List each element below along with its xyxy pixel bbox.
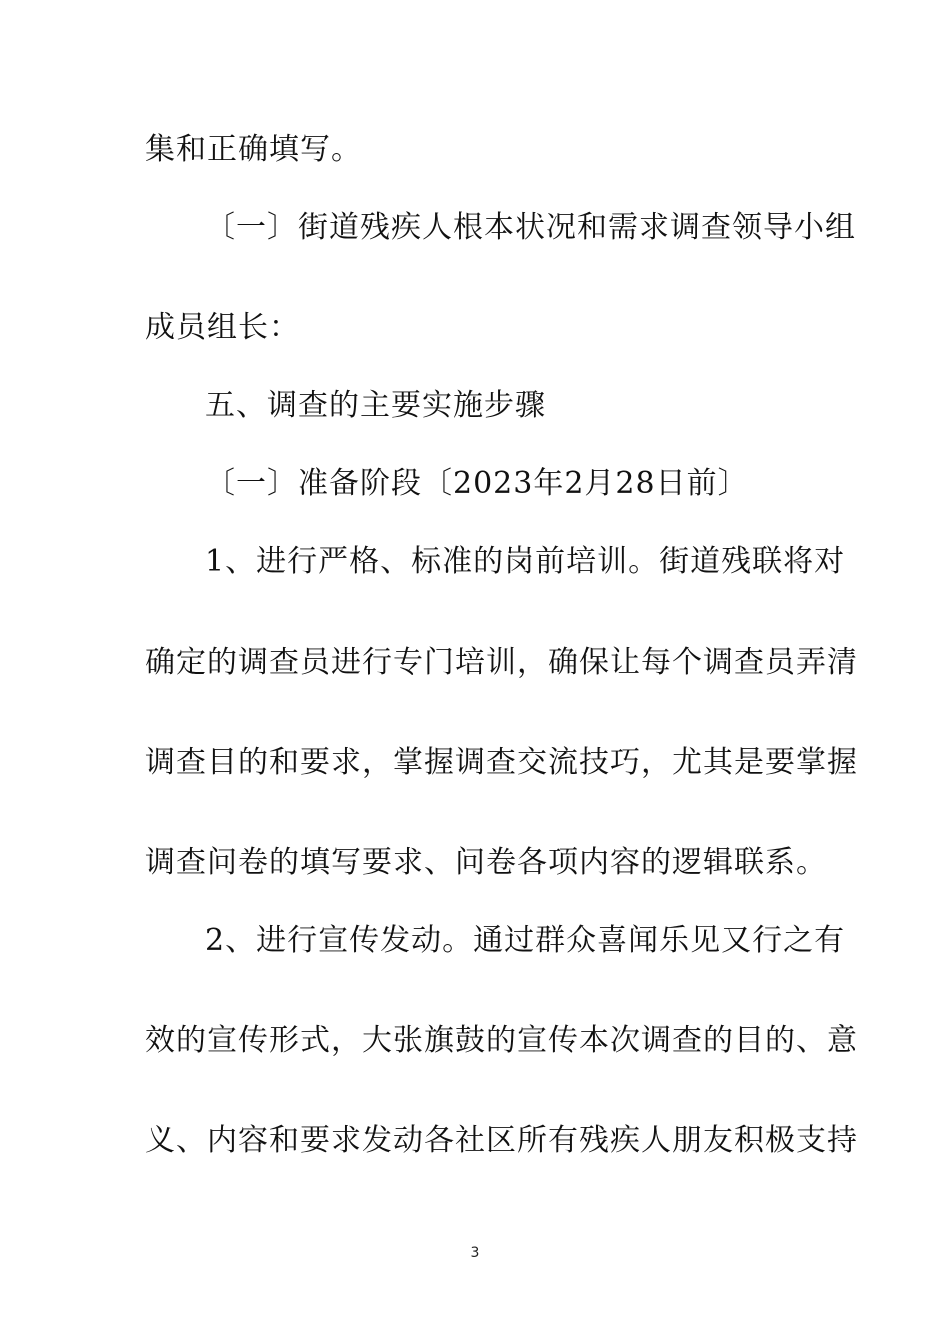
paragraph-line: 集和正确填写。: [145, 132, 362, 167]
section-heading: 五、调查的主要实施步骤: [205, 388, 546, 423]
subsection-heading: 〔一〕准备阶段〔2023年2月28日前〕: [205, 466, 749, 501]
paragraph-line: 1、进行严格、标准的岗前培训。街道残联将对: [205, 544, 846, 579]
paragraph-line: 确定的调查员进行专门培训，确保让每个调查员弄清: [145, 645, 858, 680]
paragraph-line: 效的宣传形式，大张旗鼓的宣传本次调查的目的、意: [145, 1023, 858, 1058]
paragraph-line: 调查问卷的填写要求、问卷各项内容的逻辑联系。: [145, 845, 827, 880]
page-number: 3: [470, 1245, 480, 1261]
paragraph-line: 义、内容和要求发动各社区所有残疾人朋友积极支持: [145, 1123, 858, 1158]
paragraph-line: 调查目的和要求，掌握调查交流技巧，尤其是要掌握: [145, 745, 858, 780]
paragraph-line: 成员组长：: [145, 310, 300, 345]
paragraph-line: 2、进行宣传发动。通过群众喜闻乐见又行之有: [205, 923, 846, 958]
paragraph-line: 〔一〕街道残疾人根本状况和需求调查领导小组: [205, 210, 856, 245]
